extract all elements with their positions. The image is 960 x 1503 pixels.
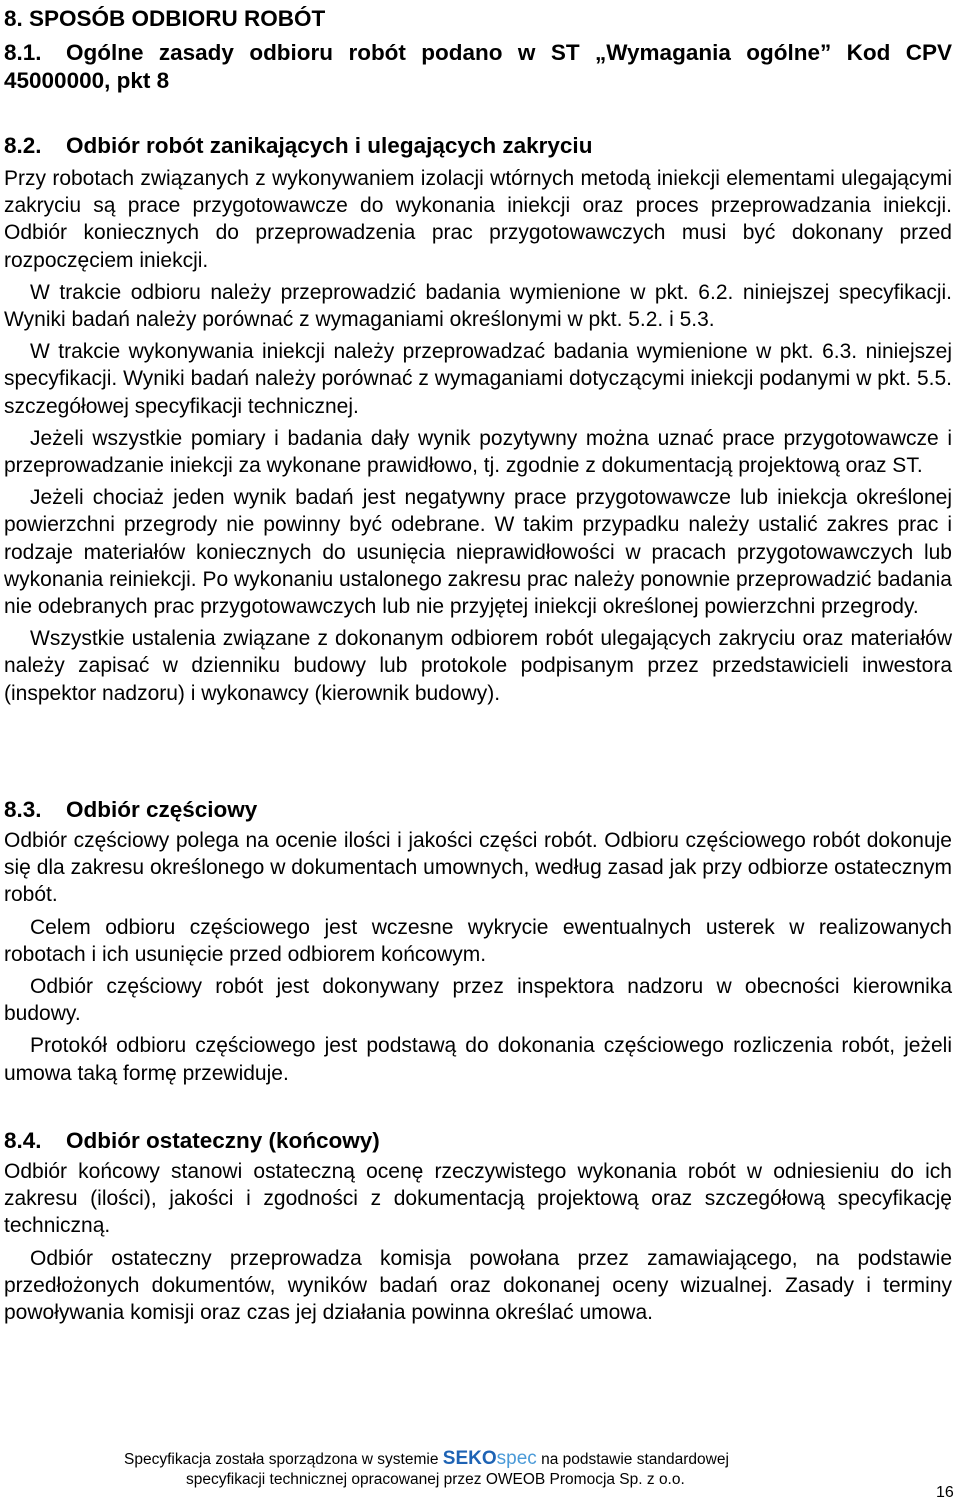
section-8-1-title: Ogólne zasady odbioru robót podano w ST „Wymagania ogólne” Kod CPV 45000000, pkt 8 [4,40,952,93]
section-8-2-paragraph-6: Wszystkie ustalenia związane z dokonanym odbiorem robót ulegających zakryciu oraz materiałów należy zapisać w dzienniku budowy lub protokole podpisanym przez przedstawicieli inwestora (inspektor nadzoru) i wykonawcy (kierownik budowy). [4,627,952,705]
section-8-3-paragraph-3: Odbiór częściowy robót jest dokonywany przez inspektora nadzoru w obecności kierownika budowy. [4,975,952,1026]
sekospec-logo-spec: spec [496,1448,537,1469]
section-8-1 [4,39,952,95]
section-8-heading: 8. SPOSÓB ODBIORU ROBÓT [4,6,326,31]
section-8-4-paragraph-2: Odbiór ostateczny przeprowadza komisja powołana przez zamawiającego, na podstawie przedłożonych dokumentów, wyników badań oraz dokonanej oceny wizualnej. Zasady i terminy powoływania komisji oraz czas jej działania powinna określać umowa. [4,1246,952,1325]
section-8-2-title: Odbiór robót zanikających i ulegających zakryciu [66,133,593,158]
section-8-3-paragraph-2: Celem odbioru częściowego jest wczesne wykrycie ewentualnych usterek w realizowanych robotach i ich usunięcie przed odbiorem końcowym. [4,915,952,966]
section-8-1-number: 8.1. [4,40,42,65]
section-8-3-paragraph-4: Protokół odbioru częściowego jest podstawą do dokonania częściowego rozliczenia robót, jeżeli umowa taką formę przewiduje. [4,1034,952,1085]
section-8-2-paragraph-2: W trakcie odbioru należy przeprowadzić badania wymienione w pkt. 6.2. niniejszej specyfikacji. Wyniki badań należy porównać z wymaganiami określonymi w pkt. 5.2. i 5.3. [4,280,952,332]
section-8-3-paragraph-1: Odbiór częściowy polega na ocenie ilości i jakości części robót. Odbioru częściowego robót dokonuje się dla zakresu określonego w dokumentach umownych, według zasad jak przy odbiorze ostatecznym robót. [4,829,952,907]
section-8-2-paragraph-4: Jeżeli wszystkie pomiary i badania dały wynik pozytywny można uznać prace przygotowawcze i przeprowadzanie iniekcji za wykonane prawidłowo, tj. zgodnie z dokumentacją projektową oraz ST. [4,426,952,478]
footer-line-2: specyfikacji technicznej opracowanej przez OWEOB Promocja Sp. z o.o. [186,1471,685,1488]
footer-text-before-logo: Specyfikacja została sporządzona w systemie [124,1451,443,1468]
sekospec-logo-seko: SEKO [442,1448,497,1469]
section-8-3 [4,796,952,1087]
section-8-4-paragraph-1: Odbiór końcowy stanowi ostateczną ocenę rzeczywistego wykonania robót w odniesieniu do ich zakresu (ilości), jakości i zgodności z dokumentacją projektową oraz szczegółową specyfikację techniczną. [4,1160,952,1238]
section-8-4-number: 8.4. [4,1128,42,1153]
section-8-2-paragraph-3: W trakcie wykonywania iniekcji należy przeprowadzać badania wymienione w pkt. 6.3. niniejszej specyfikacji. Wyniki badań należy porównać z wymaganiami dotyczącymi iniekcji podanymi w pkt. 5.5. szczegółowej specyfikacji technicznej. [4,340,952,418]
section-8-2-paragraph-5: Jeżeli chociaż jeden wynik badań jest negatywny prace przygotowawcze lub iniekcja określonej powierzchni przegrody nie powinny być odebrane. W takim przypadku należy ustalić zakres prac i rodzaje materiałów koniecznych do usunięcia nieprawidłowości w pracach przygotowawczych lub wykonania reiniekcji. Po wykonaniu ustalonego zakresu prac należy ponownie przeprowadzić badania nie odebranych prac przygotowawczych lub nie przyjętej iniekcji określonej powierzchni przegrody. [4,486,952,619]
footer-line-1 [124,1449,729,1470]
section-8-4 [4,1127,952,1326]
section-8-2-paragraph-1: Przy robotach związanych z wykonywaniem izolacji wtórnych metodą iniekcji elementami ulegającymi zakryciu są prace przygotowawcze do wykonania iniekcji oraz proces przeprowadzania iniekcji. Odbiór koniecznych do przeprowadzenia prac przygotowawczych musi być dokonany przed rozpoczęciem iniekcji. [4,167,952,272]
footer-text-after-logo: na podstawie standardowej [536,1451,729,1468]
section-8-3-title: Odbiór częściowy [66,797,258,822]
section-8-2-number: 8.2. [4,133,42,158]
page-number: 16 [936,1484,954,1501]
section-8-2 [4,132,952,707]
section-8-4-title: Odbiór ostateczny (końcowy) [66,1128,380,1153]
section-8-3-number: 8.3. [4,797,42,822]
